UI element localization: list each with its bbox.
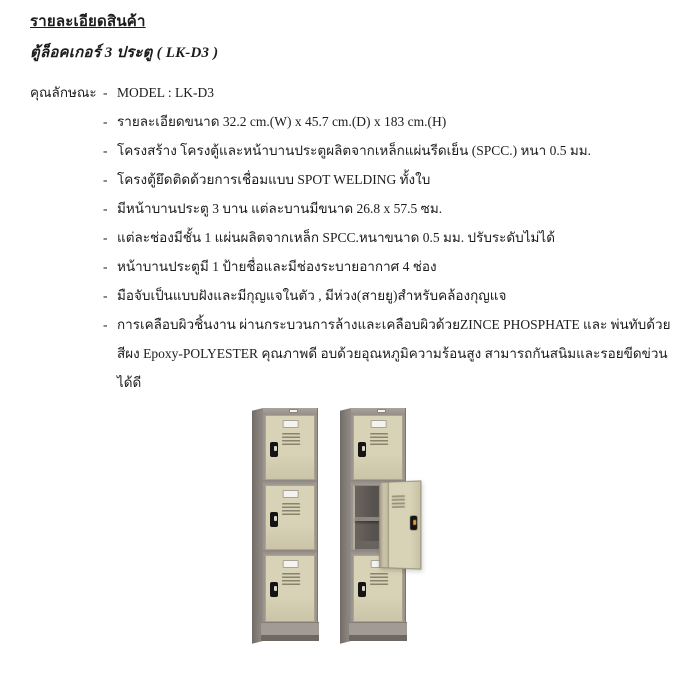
feature-text: หน้าบานประตูมี 1 ป้ายชื่อและมีช่องระบายอากาศ 4 ช่อง xyxy=(117,259,437,274)
door-lock-icon xyxy=(270,512,278,527)
vent-slats-icon xyxy=(370,573,388,586)
feature-row-model xyxy=(103,78,678,107)
door-lock-icon xyxy=(410,516,417,530)
open-door-edge xyxy=(379,482,388,569)
bullet-dash: - xyxy=(103,201,108,216)
door-lock-icon xyxy=(270,442,278,457)
name-plate xyxy=(283,560,299,568)
feature-row-shelf xyxy=(103,223,678,252)
locker-top-cap xyxy=(263,408,317,415)
feature-row-coating xyxy=(103,310,678,339)
vent-slats-icon xyxy=(282,433,300,446)
open-door xyxy=(379,480,421,569)
locker-image-middle-open xyxy=(340,408,406,641)
locker-door-middle xyxy=(265,485,315,550)
top-label-sticker xyxy=(289,409,298,413)
locker-base xyxy=(349,622,407,641)
feature-row-structure xyxy=(103,136,678,165)
page-title: รายละเอียดสินค้า xyxy=(30,14,146,30)
top-label-sticker xyxy=(377,409,386,413)
name-plate xyxy=(283,420,299,428)
open-door-inner-face xyxy=(388,480,422,569)
bullet-dash: - xyxy=(103,230,108,245)
locker-base xyxy=(261,622,319,641)
bullet-dash: - xyxy=(103,259,108,274)
feature-row-nameplate xyxy=(103,252,678,281)
features-list xyxy=(103,78,678,397)
locker-side-panel xyxy=(252,408,263,644)
feature-text: โครงสร้าง โครงตู้และหน้าบานประตูผลิตจากเหล็กแผ่นรีดเย็น (SPCC.) หนา 0.5 มม. xyxy=(117,143,592,158)
product-title: ตู้ล็อคเกอร์ 3 ประตู ( LK-D3 ) xyxy=(30,45,219,61)
feature-text: โครงตู้ยึดติดด้วยการเชื่อมแบบ SPOT WELDING ทั้งใบ xyxy=(117,172,431,187)
feature-text: แต่ละช่องมีชั้น 1 แผ่นผลิตจากเหล็ก SPCC.หนาขนาด 0.5 มม. ปรับระดับไม่ได้ xyxy=(117,230,555,245)
vent-slats-icon xyxy=(282,503,300,516)
feature-text: MODEL : LK-D3 xyxy=(117,85,214,100)
feature-text: สีผง Epoxy-POLYESTER คุณภาพดี อบด้วยอุณหภูมิความร้อนสูง สามารถกันสนิมและรอยขีดข่วนได้ดี xyxy=(117,346,668,390)
name-plate xyxy=(371,420,387,428)
locker-top-cap xyxy=(351,408,405,415)
locker-door-bottom xyxy=(265,555,315,622)
door-lock-icon xyxy=(270,582,278,597)
feature-row-welding xyxy=(103,165,678,194)
door-lock-icon xyxy=(358,582,366,597)
features-label: คุณลักษณะ xyxy=(30,85,97,100)
bullet-dash: - xyxy=(103,143,108,158)
feature-text: การเคลือบผิวชิ้นงาน ผ่านกระบวนการล้างและเคลือบผิวด้วยZINCE PHOSPHATE และ พ่นทับด้วย xyxy=(117,317,671,332)
feature-text: มีหน้าบานประตู 3 บาน แต่ละบานมีขนาด 26.8 x 57.5 ซม. xyxy=(117,201,443,216)
name-plate xyxy=(283,490,299,498)
feature-row-coating-continued xyxy=(103,339,678,397)
bullet-dash: - xyxy=(103,317,108,332)
locker-front xyxy=(263,408,318,641)
feature-text: มือจับเป็นแบบฝังและมีกุญแจในตัว , มีห่วง(สายยู)สำหรับคล้องกุญแจ xyxy=(117,288,507,303)
locker-side-panel xyxy=(340,408,351,644)
vent-slats-icon xyxy=(370,433,388,446)
features-section xyxy=(30,78,678,397)
vent-slats-icon xyxy=(392,495,405,507)
feature-row-handle xyxy=(103,281,678,310)
feature-text: รายละเอียดขนาด 32.2 cm.(W) x 45.7 cm.(D) x 183 cm.(H) xyxy=(117,114,447,129)
bullet-dash: - xyxy=(103,85,108,100)
bullet-dash: - xyxy=(103,288,108,303)
bullet-dash: - xyxy=(103,172,108,187)
bullet-dash: - xyxy=(103,114,108,129)
spec-text-block xyxy=(30,10,678,397)
locker-image-closed xyxy=(252,408,318,641)
locker-door-top xyxy=(265,415,315,480)
feature-row-dimensions xyxy=(103,107,678,136)
vent-slats-icon xyxy=(282,573,300,586)
locker-door-top xyxy=(353,415,403,480)
feature-row-doors xyxy=(103,194,678,223)
door-lock-icon xyxy=(358,442,366,457)
